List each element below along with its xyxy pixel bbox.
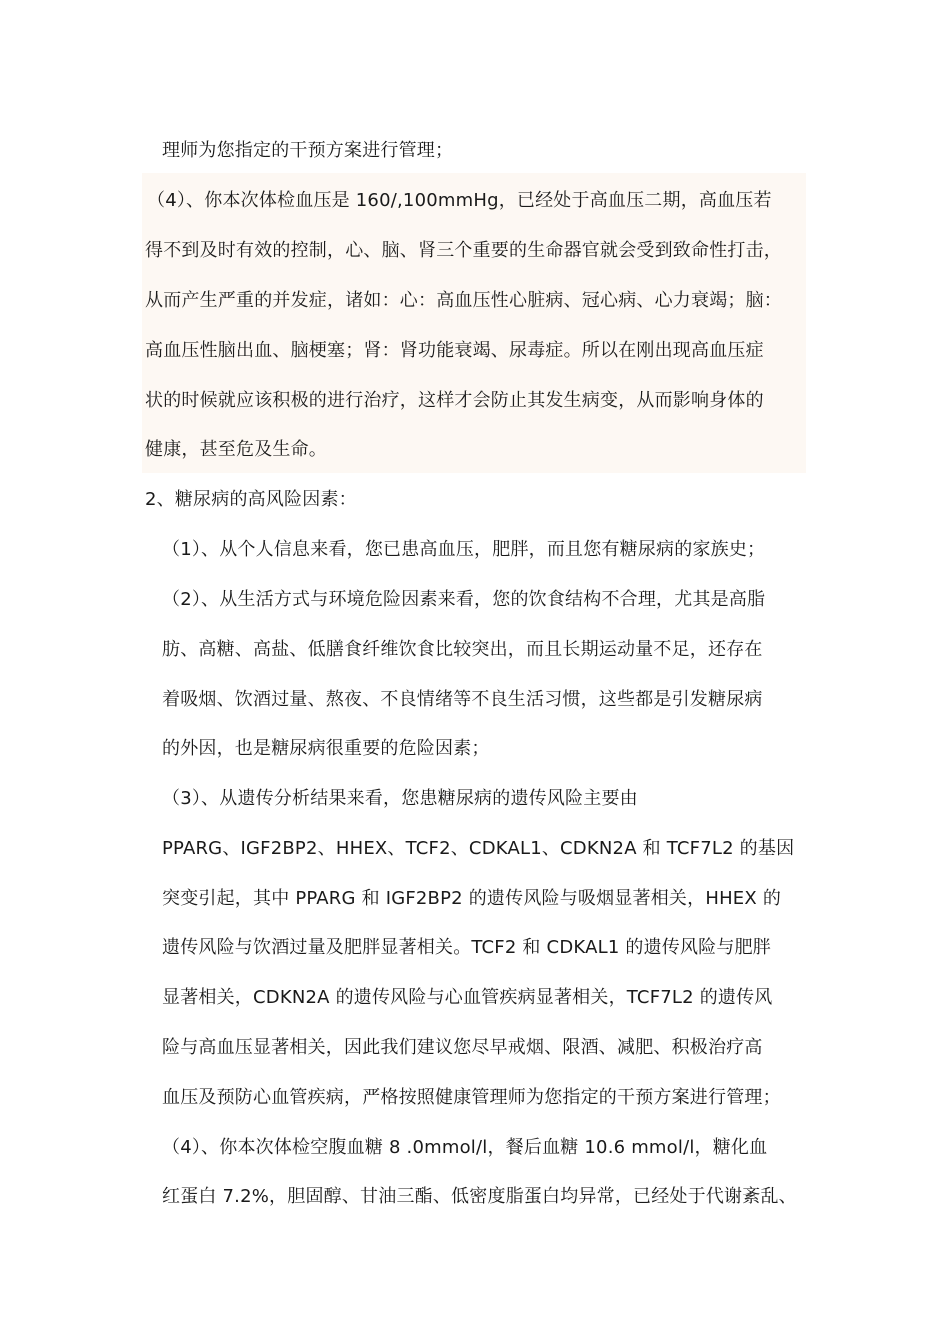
paragraph-line: （3）、从遗传分析结果来看，您患糖尿病的遗传风险主要由 — [162, 788, 638, 809]
paragraph-line: 从而产生严重的并发症，诸如：心：高血压性心脏病、冠心病、心力衰竭；脑： — [145, 290, 782, 311]
paragraph-line: 着吸烟、饮酒过量、熬夜、不良情绪等不良生活习惯，这些都是引发糖尿病 — [162, 689, 763, 710]
paragraph-line: 险与高血压显著相关，因此我们建议您尽早戒烟、限酒、减肥、积极治疗高 — [162, 1037, 763, 1058]
paragraph-line: （1）、从个人信息来看，您已患高血压，肥胖，而且您有糖尿病的家族史； — [162, 539, 766, 560]
paragraph-line: 突变引起，其中 PPARG 和 IGF2BP2 的遗传风险与吸烟显著相关，HHEX 的 — [162, 888, 782, 909]
paragraph-line: （2）、从生活方式与环境危险因素来看，您的饮食结构不合理，尤其是高脂 — [162, 589, 766, 610]
paragraph-line: （4）、你本次体检空腹血糖 8 .0mmol/l，餐后血糖 10.6 mmol/l，糖化血 — [162, 1137, 768, 1158]
paragraph-line: （4）、你本次体检血压是 160/,100mmHg，已经处于高血压二期，高血压若 — [147, 190, 772, 211]
highlighted-paragraph-background — [142, 173, 806, 473]
paragraph-line: 健康，甚至危及生命。 — [145, 439, 327, 460]
paragraph-line: 显著相关，CDKN2A 的遗传风险与心血管疾病显著相关，TCF7L2 的遗传风 — [162, 987, 773, 1008]
paragraph-line: 的外因，也是糖尿病很重要的危险因素； — [162, 738, 490, 759]
paragraph-line: 肪、高糖、高盐、低膳食纤维饮食比较突出，而且长期运动量不足，还存在 — [162, 639, 763, 660]
paragraph-line: 红蛋白 7.2%，胆固醇、甘油三酯、低密度脂蛋白均异常，已经处于代谢紊乱、 — [162, 1186, 797, 1207]
paragraph-line: 状的时候就应该积极的进行治疗，这样才会防止其发生病变，从而影响身体的 — [145, 390, 764, 411]
paragraph-line: 遗传风险与饮酒过量及肥胖显著相关。TCF2 和 CDKAL1 的遗传风险与肥胖 — [162, 937, 771, 958]
section-heading: 2、糖尿病的高风险因素： — [145, 489, 357, 510]
paragraph-line: 血压及预防心血管疾病，严格按照健康管理师为您指定的干预方案进行管理； — [162, 1087, 781, 1108]
paragraph-line: 理师为您指定的干预方案进行管理； — [162, 140, 454, 161]
paragraph-line: 得不到及时有效的控制，心、脑、肾三个重要的生命器官就会受到致命性打击， — [145, 240, 782, 261]
paragraph-line: PPARG、IGF2BP2、HHEX、TCF2、CDKAL1、CDKN2A 和 TCF7L2 的基因 — [162, 838, 795, 859]
paragraph-line: 高血压性脑出血、脑梗塞；肾：肾功能衰竭、尿毒症。所以在刚出现高血压症 — [145, 340, 764, 361]
